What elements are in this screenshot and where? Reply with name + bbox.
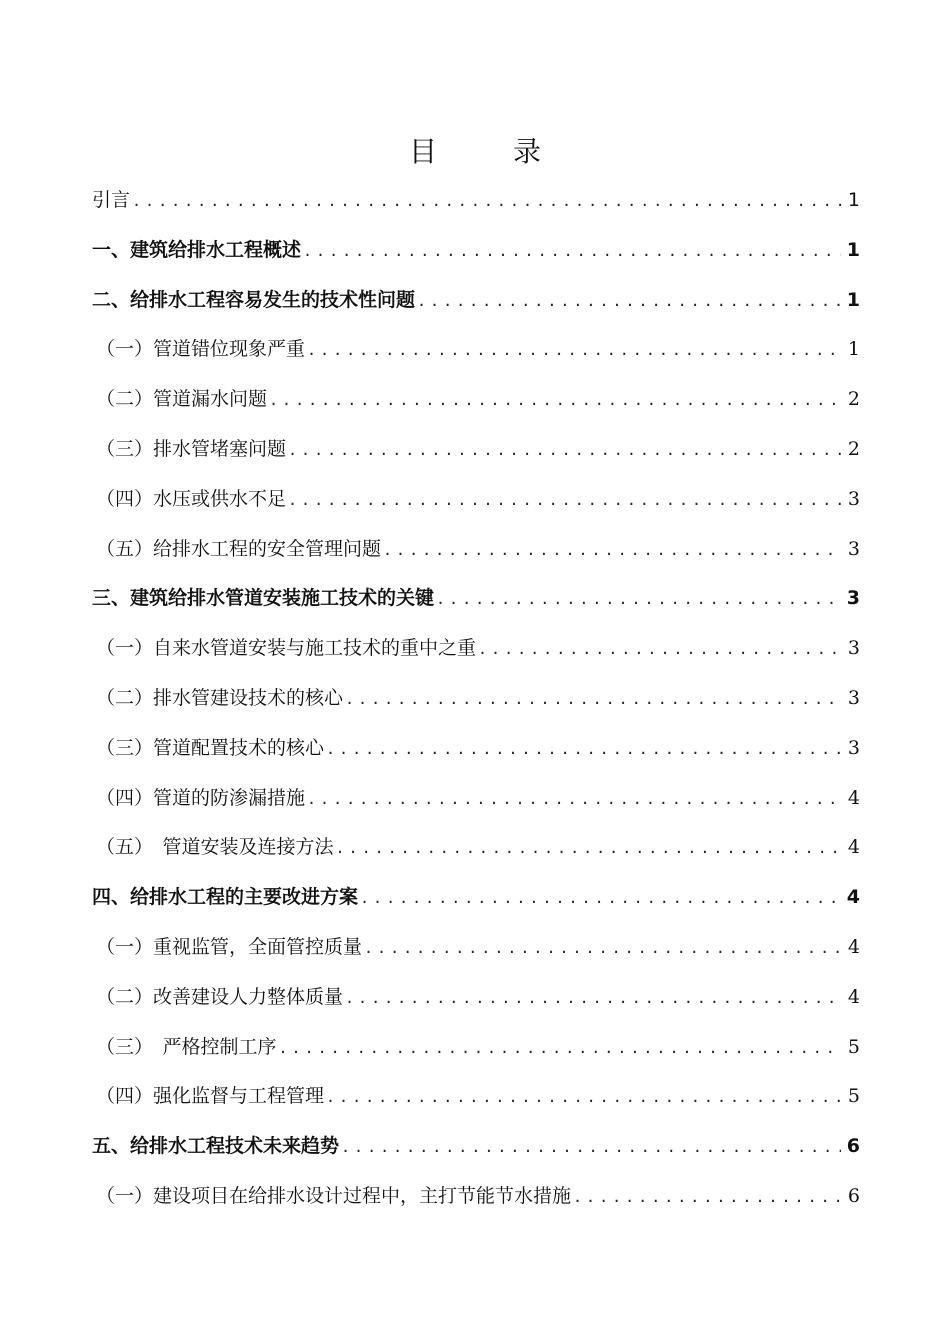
- toc-entry-page: 4: [847, 786, 860, 809]
- dot-leader: [288, 476, 842, 526]
- toc-entry-text: （一）管道错位现象严重: [96, 338, 306, 361]
- toc-entry[interactable]: [92, 475, 860, 525]
- toc-entry-text: （三）排水管堵塞问题: [96, 437, 287, 460]
- toc-entry[interactable]: [92, 425, 860, 475]
- toc-entry[interactable]: [92, 226, 860, 276]
- toc-entry-page: 3: [847, 736, 860, 759]
- toc-entry-page: 5: [847, 1085, 860, 1108]
- dot-leader: [279, 1024, 842, 1074]
- toc-entry-text: （二）排水管建设技术的核心: [96, 686, 344, 709]
- toc-entry-text: 三、建筑给排水管道安装施工技术的关键: [92, 587, 435, 610]
- toc-entry-page: 2: [847, 388, 860, 411]
- toc-entry-text: 引言: [92, 189, 131, 211]
- toc-entry-text: （三）管道配置技术的核心: [96, 736, 325, 759]
- toc-entry[interactable]: [92, 823, 860, 873]
- dot-leader: [303, 227, 841, 277]
- toc-entry-text: 五、给排水工程技术未来趋势: [92, 1135, 340, 1158]
- toc-entry[interactable]: [92, 325, 860, 375]
- toc-entry[interactable]: [92, 525, 860, 575]
- dot-leader: [364, 924, 842, 974]
- dot-leader: [417, 277, 841, 327]
- toc-entry[interactable]: [92, 774, 860, 824]
- dot-leader: [132, 177, 842, 227]
- toc-entry-text: （五） 管道安装及连接方法: [96, 836, 334, 859]
- dot-leader: [269, 376, 842, 426]
- toc-entry-text: （一）重视监管，全面管控质量: [96, 935, 363, 958]
- toc-entry-page: 6: [846, 1135, 860, 1158]
- toc-entry[interactable]: [92, 674, 860, 724]
- toc-entry[interactable]: [92, 1172, 860, 1222]
- toc-entry-page: 3: [847, 487, 860, 510]
- toc-entry[interactable]: [92, 574, 860, 624]
- toc-entry-page: 3: [847, 686, 860, 709]
- toc-entry[interactable]: [92, 923, 860, 973]
- dot-leader: [360, 874, 841, 924]
- toc-entry[interactable]: [92, 624, 860, 674]
- toc-entry[interactable]: [92, 176, 860, 226]
- toc-entry-page: 1: [846, 288, 860, 311]
- dot-leader: [326, 1073, 842, 1123]
- toc-entry-page: 2: [847, 437, 860, 460]
- dot-leader: [307, 775, 842, 825]
- toc-entry[interactable]: [92, 276, 860, 326]
- dot-leader: [326, 725, 842, 775]
- toc-list: [92, 176, 860, 1222]
- toc-entry-text: （二）管道漏水问题: [96, 388, 268, 411]
- toc-entry-text: （一）自来水管道安装与施工技术的重中之重: [96, 637, 477, 660]
- toc-entry-page: 4: [847, 985, 860, 1008]
- toc-entry-text: 一、建筑给排水工程概述: [92, 238, 302, 261]
- dot-leader: [336, 824, 842, 874]
- toc-entry-page: 3: [847, 537, 860, 560]
- toc-entry-text: （三） 严格控制工序: [96, 1035, 277, 1058]
- toc-entry[interactable]: [92, 973, 860, 1023]
- toc-title: 目 录: [408, 135, 565, 168]
- toc-entry-page: 4: [847, 836, 860, 859]
- toc-entry-text: （四）水压或供水不足: [96, 487, 287, 510]
- toc-entry-text: 四、给排水工程的主要改进方案: [92, 886, 359, 909]
- toc-entry-page: 1: [846, 238, 860, 261]
- dot-leader: [345, 675, 842, 725]
- dot-leader: [573, 1173, 842, 1223]
- toc-entry-page: 4: [847, 935, 860, 958]
- toc-entry[interactable]: [92, 1122, 860, 1172]
- dot-leader: [341, 1123, 841, 1173]
- toc-entry-page: 6: [847, 1184, 860, 1207]
- dot-leader: [345, 974, 842, 1024]
- toc-entry-text: （二）改善建设人力整体质量: [96, 985, 344, 1008]
- toc-entry[interactable]: [92, 724, 860, 774]
- toc-entry[interactable]: [92, 1072, 860, 1122]
- dot-leader: [307, 326, 842, 376]
- toc-entry-page: 3: [847, 637, 860, 660]
- dot-leader: [436, 575, 841, 625]
- toc-entry-page: 4: [846, 886, 860, 909]
- toc-entry-page: 1: [847, 189, 860, 211]
- toc-entry-page: 1: [847, 338, 860, 361]
- dot-leader: [478, 625, 842, 675]
- toc-entry-text: （四）管道的防渗漏措施: [96, 786, 306, 809]
- toc-entry[interactable]: [92, 873, 860, 923]
- toc-entry-page: 5: [847, 1035, 860, 1058]
- dot-leader: [288, 426, 842, 476]
- toc-entry-text: （四）强化监督与工程管理: [96, 1085, 325, 1108]
- toc-entry-text: （一）建设项目在给排水设计过程中，主打节能节水措施: [96, 1184, 572, 1207]
- toc-entry[interactable]: [92, 1023, 860, 1073]
- dot-leader: [383, 526, 842, 576]
- toc-entry-text: 二、给排水工程容易发生的技术性问题: [92, 288, 416, 311]
- toc-entry-text: （五）给排水工程的安全管理问题: [96, 537, 382, 560]
- toc-entry[interactable]: [92, 375, 860, 425]
- toc-entry-page: 3: [846, 587, 860, 610]
